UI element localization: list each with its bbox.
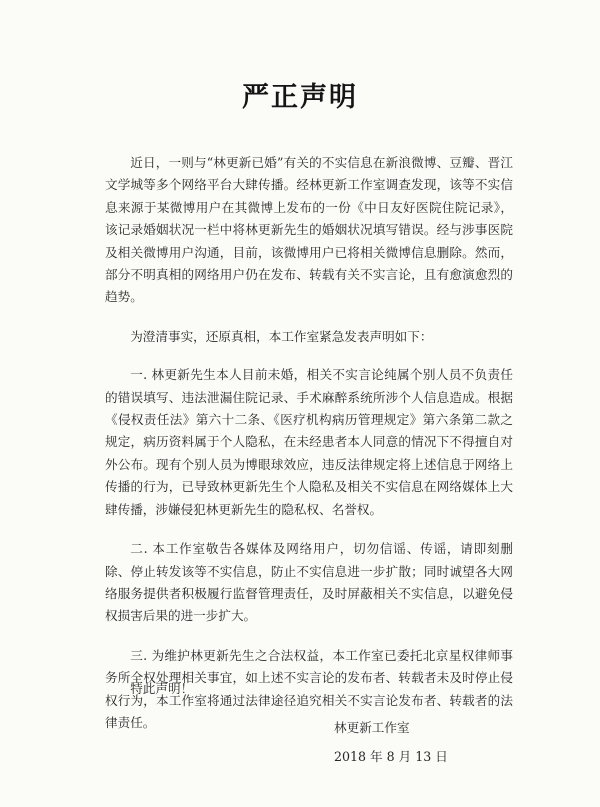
document-title: 严正声明 [242, 82, 358, 113]
point-three-paragraph: 三. 为维护林更新先生之合法权益，本工作室已委托北京星权律师事务所全权处理相关事宜，如上述不实言论的发布者、转载者未及时停止侵权行为，本工作室将通过法律途径追究相关不实言论发布者、转载者的法律责任。 [105, 647, 513, 730]
closing-text: 特此声明！ [130, 681, 194, 696]
point-two-paragraph: 二. 本工作室敬告各媒体及网络用户，切勿信谣、传谣，请即刻删除、停止转发该等不实信息，防止不实信息进一步扩散；同时诚望各大网络服务提供者积极履行监督管理责任，及时屏蔽相关不实信息，以避免侵权损害后果的进一步扩大。 [105, 541, 513, 624]
document-date: 2018 年 8 月 13 日 [334, 749, 448, 764]
statement-body [105, 152, 513, 751]
signature: 林更新工作室 [334, 720, 410, 735]
clarification-paragraph: 为澄清事实，还原真相，本工作室紧急发表声明如下： [130, 328, 433, 344]
point-one-paragraph: 一. 林更新先生本人目前未婚，相关不实言论纯属个别人员不负责任的错误填写、违法泄漏住院记录、手术麻醉系统所涉个人信息造成。根据《侵权责任法》第六十二条、《医疗机构病历管理规定》第六条第二款之规定，病历资料属于个人隐私，在未经患者本人同意的情况下不得擅自对外公布。现有个别人员为博眼球效应，违反法律规定将上述信息于网络上传播的行为，已导致林更新先生个人隐私及相关不实信息在网络媒体上大肆传播，涉嫌侵犯林更新先生的隐私权、名誉权。 [105, 367, 513, 517]
intro-paragraph: 近日，一则与“林更新已婚”有关的不实信息在新浪微博、豆瓣、晋江文学城等多个网络平台大肆传播。经林更新工作室调查发现，该等不实信息来源于某微博用户在其微博上发布的一份《中日友好医院住院记录》，该记录婚姻状况一栏中将林更新先生的婚姻状况填写错误。经与涉事医院及相关微博用户沟通，目前，该微博用户已将相关微博信息删除。然而，部分不明真相的网络用户仍在发布、转载有关不实言论，且有愈演愈烈的趋势。 [105, 155, 513, 305]
